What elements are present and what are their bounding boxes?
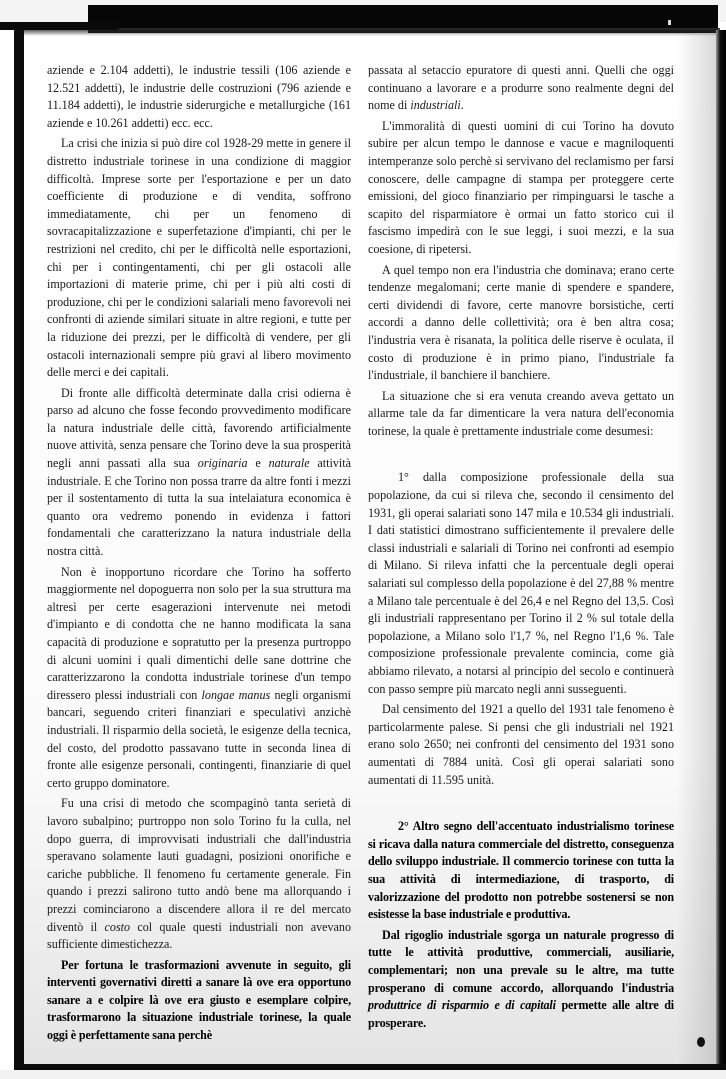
paragraph-text: Non è inopportuno ricordare che Torino ha sofferto maggiormente nel dopoguerra non solo per la sua struttura ma altresì per certe esagerazioni intervenute nei metodi d'impianto e di condotta che ne hanno modificata la sana capacità di produzione e sopratutto per la presenza purtroppo di alcuni uomini i quali dimentichi delle sane dottrine che caratterizzarono la condotta industriale torinese d'un tempo diressero plessi industriali con xyxy=(47,564,351,702)
paragraph: L'immoralità di questi uomini di cui Torino ha dovuto subire per alcun tempo le dannose e vacue e magniloquenti intemperanze solo perchè si servivano del reclamismo per farsi conoscere, delle campagne di stampa per proteggere certe emissioni, del gioco finanziario per rimpinguarsi le tasche a scapito del risparmiatore è ormai un fatto storico cui il fascismo impedirà con le sue leggi, i suoi mezzi, e la sua coesione, di ripetersi. xyxy=(368,118,674,256)
paragraph: La crisi che inizia si può dire col 1928-29 mette in genere il distretto industriale torinese in una condizione di maggior difficoltà. Imprese sorte per l'esportazione e per un dato coefficiente di produzione e di vendita, soffrono immediatamente, chi per un fenomeno di sovracapitalizzazione e superfetazione d'impianti, chi per le restrizioni nel credito, chi per le difficoltà nelle esportazioni, chi per i contingentamenti, chi per gli ostacoli alle importazioni di materie prime, chi per i più alti costi di produzione, chi per le condizioni salariali meno favorevoli nei confronti di aziende similari situate in altre regioni, e tutte per la riduzione dei prezzi, per le difficoltà di vendere, per gli ostacoli internazionali sempre più gravi al libero movimento delle merci e dei capitali. xyxy=(47,136,351,380)
paragraph xyxy=(368,927,674,1033)
paragraph-text: negli organismi bancari, seguendo criteri finanziari e speculativi anzichè industriali. Il risparmio della società, le esigenze della tecnica, del costo, del prodotto passavano tutte in seconda linea di fronte alle esigenze personali, contingenti, finanziarie di quel certo gruppo dominatore. xyxy=(47,687,351,790)
paragraph: La situazione che si era venuta creando aveva gettato un allarme tale da far dimenticare la vera natura dell'economia torinese, la quale è prettamente industriale come desumesi: xyxy=(368,388,674,438)
paragraph xyxy=(47,795,351,953)
paragraph xyxy=(47,385,351,561)
ink-blot xyxy=(697,1037,705,1047)
paragraph-text: attività industriale. E che Torino non possa trarre da altre fonti i mezzi per il sostentamento di tutta la sua intelaiatura economica è quanto ora vedremo ponendo in evidenza i fattori fondamentali che caratterizzano la natura industriale della nostra città. xyxy=(47,456,351,559)
paragraph xyxy=(368,62,674,115)
scan-left-border xyxy=(14,26,24,1066)
paragraph-text: . xyxy=(460,98,464,113)
paragraph xyxy=(47,564,351,793)
paragraph: A quel tempo non era l'industria che dominava; erano certe tendenze megalomani; certe manie di spendere e spandere, certi dividendi di favore, certe manovre borsistiche, certi accordi a danno delle collettività; ora è ben altra cosa; l'industria vera è risanata, la politica delle riserve è oculata, il costo di produzione è in primo piano, l'industriale fa l'industriale, il banchiere il banchiere. xyxy=(368,262,674,383)
paragraph: Per fortuna le trasformazioni avvenute in seguito, gli interventi governativi diretti a sanare là ove era opportuno sanare a e colpire là ove era giusto e esemplare colpire, trasformarono la situazione industriale torinese, la quale oggi è perfettamente sana perchè xyxy=(47,957,351,1043)
paragraph-text: Dal rigoglio industriale sgorga un naturale progresso di tutte le attività produttive, commerciali, ausiliarie, complementari; non una prevale su le altre, ma tutte prosperano di comune accordo, allorquando l'industria xyxy=(368,927,674,995)
paragraph-text: Fu una crisi di metodo che scompaginò tanta serietà di lavoro subalpino; purtroppo non solo Torino fu la culla, nel dopo guerra, di improvvisati industriali che dall'industria speravano solamente lauti guadagni, posizioni onorifiche e cariche pubbliche. Il fenomeno fu certamente generale. Fin quando i prezzi salirono tutto andò bene ma allorquando i prezzi cominciarono a discendere allora il re del mercato diventò il xyxy=(47,796,351,934)
emphasis-text: costo xyxy=(104,919,131,934)
numbered-paragraph: 1° dalla composizione professionale della sua popolazione, da cui si rileva che, secondo il censimento del 1931, gli operai salariati sono 147 mila e 10.534 gli industriali. I dati statistici dimostrano sufficientemente il prevalere delle classi industriali e salariali di Torino nei confronti ad esempio di Milano. Si rileva infatti che la percentuale degli operai salariati sul complesso della popolazione è del 27,88 % mentre a Milano tale percentuale è del 26,4 e nel Regno del 13,5. Così gli industriali rappresentano per Torino il 2 % sul totale della popolazione, a Milano solo l'1,7 %, nel Regno l'1,6 %. Tale composizione professionale prevalente comincia, come già abbiamo rilevato, a notarsi al principio del secolo e continuerà con passo sempre più marcato negli anni susseguenti. xyxy=(368,470,674,696)
paragraph-text: e xyxy=(247,456,269,471)
section-spacer xyxy=(368,443,674,469)
paragraph: aziende e 2.104 addetti), le industrie tessili (106 aziende e 12.521 addetti), le industrie delle costruzioni (796 aziende e 11.184 addetti), le industrie siderurgiche e metallurgiche (161 aziende e 10.261 addetti) ecc. ecc. xyxy=(47,63,351,130)
emphasis-text: industriali xyxy=(410,98,461,113)
numbered-paragraph: 2° Altro segno dell'accentuato industrialismo torinese si ricava dalla natura commerciale del distretto, conseguenza dello sviluppo industriale. Il commercio torinese con tutta la sua attività di intermediazione, di trasporto, di valorizzazione del prodotto non potrebbe sostenersi se non esistesse la base industriale e produttiva. xyxy=(368,819,674,922)
scan-dust-speck xyxy=(668,20,671,25)
emphasis-text: originaria xyxy=(197,456,248,471)
scan-bottom-margin xyxy=(0,1070,726,1079)
emphasis-text: longae manus xyxy=(201,687,271,702)
paragraph-text: col quale questi industriali non avevano sufficiente dimestichezza. xyxy=(47,919,351,952)
paragraph-text: Di fronte alle difficoltà determinate dalla crisi odierna è parso ad alcuno che fosse fecondo provvedimento modificare la natura industriale delle città, favorendo artificialmente nuove attività, senza pensare che Torino deve la sua prosperità negli anni passati alla sua xyxy=(47,385,351,471)
left-text-column xyxy=(47,62,351,1048)
scan-top-shadow-fade xyxy=(20,28,720,36)
emphasis-text: produttrice di risparmio e di capitali xyxy=(368,998,556,1013)
paragraph: Dal censimento del 1921 a quello del 1931 tale fenomeno è particolarmente palese. Si pensi che gli industriali nel 1921 erano solo 2650; nei confronti del censimento del 1931 sono aumentati di 7884 unità. Così gli operai salariati sono aumentati di 11.595 unità. xyxy=(368,702,674,787)
paragraph-text: permette alle altre di prosperare. xyxy=(368,998,674,1030)
emphasis-text: naturale xyxy=(268,456,310,471)
paragraph-text: passata al setaccio epuratore di questi anni. Quelli che oggi continuano a lavorare e a produrre sono realmente degni del nome di xyxy=(368,63,674,113)
right-text-column xyxy=(368,62,674,1035)
scan-right-border xyxy=(716,30,726,1070)
section-spacer xyxy=(368,792,674,818)
